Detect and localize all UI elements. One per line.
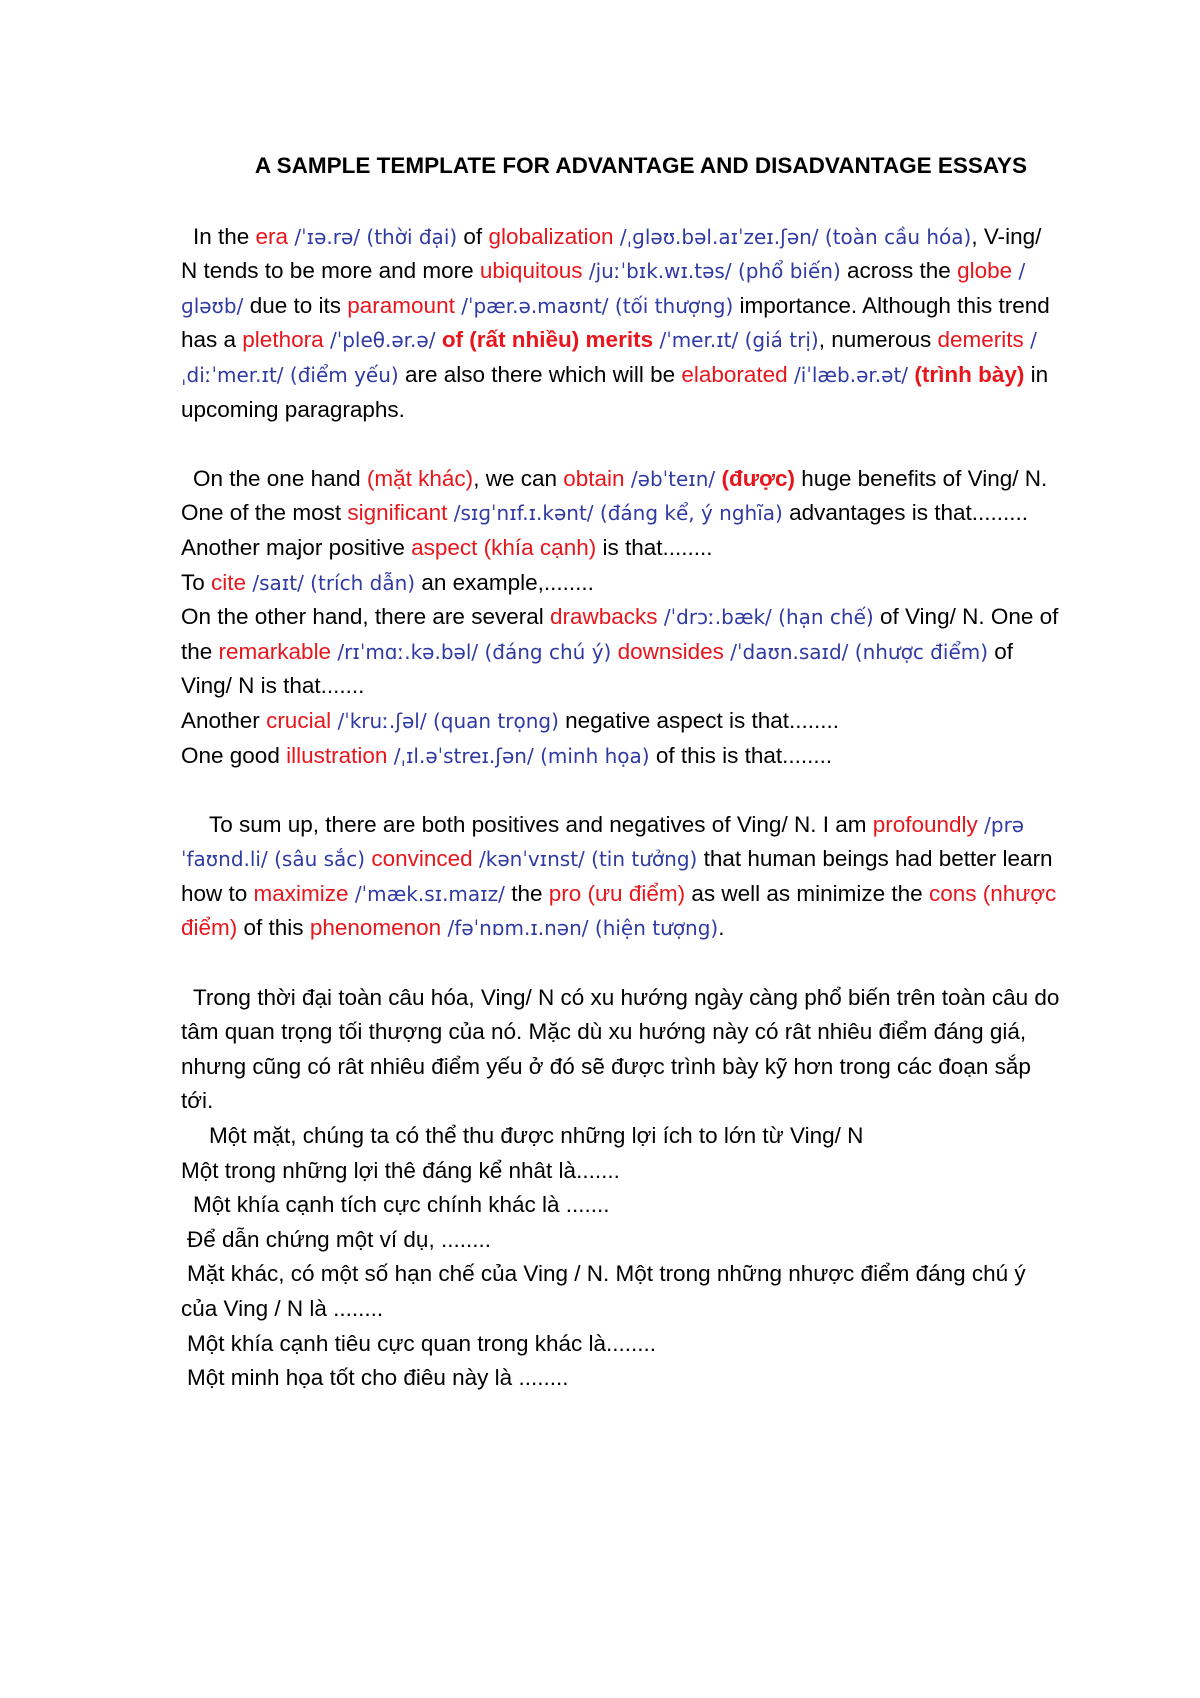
body-text: the [511, 880, 549, 906]
ipa-transcription: /ˈpær.ə.maʊnt/ [454, 293, 615, 318]
translation-paragraph: Mặt khác, có một số hạn chế của Ving / N. Một trong những nhược điểm đáng chú ý của Ving / N là ........ [181, 1261, 1026, 1321]
body-text: of Ving/ N is that....... [181, 638, 1014, 699]
body-text: in upcoming paragraphs. [181, 361, 1049, 422]
vocab-term: cons (nhược điểm) [181, 880, 1057, 941]
translation-note: (đáng kể, ý nghĩa) [599, 501, 783, 526]
body-text: across the [840, 258, 958, 284]
body-text: due to its [249, 292, 348, 318]
translation-paragraph: Trong thời đại toàn câu hóa, Ving/ N có xu hướng ngày càng phổ biến trên toàn câu do tâm quan trọng tối thượng của nó. Mặc dù xu hướng này có rât nhiêu điểm đáng giá, nhưng cũng có rât nhiêu điểm yếu ở đó sẽ được trình bày kỹ hơn trong các đoạn sắp tới. [181, 984, 1060, 1114]
body-text: of this [237, 915, 310, 941]
vocab-term: crucial [266, 707, 332, 733]
vocab-term: phenomenon [309, 915, 442, 941]
ipa-transcription: /ˈmæk.sɪ.maɪz/ [348, 881, 512, 906]
vocab-term: plethora [242, 327, 324, 353]
vocab-term: elaborated [681, 361, 788, 387]
ipa-transcription: /ˈpleθ.ər.ə/ [323, 328, 442, 353]
vocab-term: maximize [253, 880, 349, 906]
template-paragraph [181, 220, 1061, 428]
vocab-term-bold: (được) [721, 465, 796, 491]
vocab-term-bold: of (rất nhiều) merits [441, 327, 654, 353]
translation-note: (hạn chế) [778, 605, 874, 630]
vocab-term: (mặt khác) [366, 465, 474, 491]
ipa-transcription: /prəˈfaʊnd.li/ [181, 812, 1025, 872]
ipa-transcription: /ˌɪl.əˈstreɪ.ʃən/ [387, 743, 541, 768]
ipa-transcription: /rɪˈmɑː.kə.bəl/ [331, 639, 485, 664]
translation-note: (hiện tượng) [594, 916, 719, 941]
vocab-term: pro (ưu điểm) [548, 880, 686, 906]
vocab-term: significant [347, 500, 448, 526]
ipa-transcription: /ˈkruː.ʃəl/ [331, 708, 433, 733]
translation-note: (nhược điểm) [854, 639, 989, 664]
body-text: huge benefits of Ving/ N. One of the most [181, 465, 1048, 526]
ipa-transcription: /saɪt/ [246, 570, 311, 595]
vocab-term-bold: (trình bày) [914, 361, 1025, 387]
vocab-term: downsides [617, 638, 724, 664]
vocab-term: profoundly [872, 811, 978, 837]
body-text: of [457, 223, 489, 249]
translation-paragraph: Một khía cạnh tích cực chính khác là ....... [193, 1192, 610, 1218]
ipa-transcription: /ˌdiːˈmer.ɪt/ [181, 328, 1037, 387]
ipa-transcription: /ˌɡləʊ.bəl.aɪˈzeɪ.ʃən/ [613, 224, 825, 249]
template-paragraph [181, 704, 1061, 739]
vocab-term: paramount [347, 292, 455, 318]
ipa-transcription: /ˈdaʊn.saɪd/ [723, 639, 855, 664]
body-text: of this is that........ [649, 742, 833, 768]
body-text: , numerous [818, 327, 938, 353]
ipa-transcription: /ˈɪə.rə/ [288, 224, 367, 249]
translation-note: (phổ biến) [737, 259, 841, 284]
body-text: To sum up, there are both positives and negatives of Ving/ N. I am [209, 811, 873, 837]
translation-note: (thời đại) [366, 224, 458, 249]
ipa-transcription: /fəˈnɒm.ɪ.nən/ [441, 916, 595, 941]
ipa-transcription: /juːˈbɪk.wɪ.təs/ [582, 259, 738, 284]
body-text: are also there which will be [398, 361, 682, 387]
body-text: , we can [473, 465, 564, 491]
template-paragraph [181, 739, 1061, 774]
body-text: of Ving/ N. One of the [181, 604, 1059, 664]
body-text: as well as minimize the [685, 880, 929, 906]
document-title: A SAMPLE TEMPLATE FOR ADVANTAGE AND DISADVANTAGE ESSAYS [254, 153, 1028, 178]
vocab-term: era [255, 223, 289, 249]
template-paragraph [181, 566, 1061, 601]
vocab-term: illustration [286, 742, 388, 768]
document-page [181, 149, 1061, 1396]
body-text: One good [181, 742, 287, 768]
translation-paragraph: Để dẫn chứng một ví dụ, ........ [187, 1226, 491, 1252]
translation-note: (điểm yếu) [289, 362, 399, 387]
body-text: On the other hand, there are several [181, 604, 550, 630]
ipa-transcription: /ɡləʊb/ [181, 259, 1026, 318]
body-text: is that........ [596, 534, 713, 560]
vocab-term: convinced [371, 846, 473, 872]
translation-note: (giá trị) [744, 328, 819, 353]
paragraph-spacer [181, 773, 1061, 808]
body-text: Another [181, 707, 267, 733]
translation-note: (sâu sắc) [274, 847, 366, 872]
vocab-term: globe [957, 258, 1013, 284]
vocab-term: remarkable [218, 638, 332, 664]
vietnamese-translation-section [181, 981, 1061, 1396]
translation-note: (tối thượng) [614, 293, 734, 318]
body-text: importance. Although this trend has a [181, 292, 1050, 353]
translation-paragraph: Một trong những lợi thê đáng kể nhât là....... [181, 1157, 620, 1183]
translation-note: (toàn cầu hóa) [824, 224, 972, 249]
template-paragraph [181, 531, 1061, 566]
vocab-term: demerits [937, 327, 1024, 353]
body-text: advantages is that......... [782, 500, 1028, 526]
vocab-term: drawbacks [549, 604, 658, 630]
body-text: an example,........ [415, 569, 594, 595]
translation-note: (quan trọng) [432, 708, 559, 733]
body-text: In the [193, 223, 256, 249]
ipa-transcription: /sɪɡˈnɪf.ɪ.kənt/ [447, 501, 600, 526]
template-paragraph [181, 600, 1061, 704]
paragraph-spacer [181, 427, 1061, 462]
translation-note: (minh họa) [540, 743, 650, 768]
translation-paragraph: Một khía cạnh tiêu cực quan trong khác là........ [187, 1330, 657, 1356]
vocab-term: cite [211, 569, 247, 595]
body-text: To [181, 569, 212, 595]
template-paragraph [181, 462, 1061, 531]
vocab-term: ubiquitous [479, 258, 583, 284]
ipa-transcription: /ˈmer.ɪt/ [653, 328, 745, 353]
body-text: , V-ing/ N tends to be more and more [181, 223, 1042, 284]
template-paragraph [181, 808, 1061, 946]
vocab-term: obtain [563, 465, 625, 491]
ipa-transcription: /əbˈteɪn/ [624, 466, 722, 491]
body-text: On the one hand [193, 465, 367, 491]
body-text: negative aspect is that........ [558, 707, 840, 733]
vocab-term: aspect (khía cạnh) [411, 534, 597, 560]
ipa-transcription: /iˈlæb.ər.ət/ [787, 362, 915, 387]
translation-note: (đáng chú ý) [484, 639, 612, 664]
translation-paragraph: Một mặt, chúng ta có thể thu được những lợi ích to lớn từ Ving/ N [209, 1123, 864, 1149]
english-template-section [181, 220, 1061, 981]
body-text: that human beings had better learn how to [181, 846, 1053, 906]
vocab-term: globalization [488, 223, 614, 249]
ipa-transcription: /kənˈvɪnst/ [472, 847, 592, 872]
translation-note: (tin tưởng) [591, 847, 698, 872]
ipa-transcription: /ˈdrɔː.bæk/ [657, 605, 779, 630]
body-text: Another major positive [181, 534, 412, 560]
body-text: . [718, 915, 725, 941]
translation-paragraph: Một minh họa tốt cho điêu này là ........ [187, 1365, 569, 1391]
paragraph-spacer [181, 946, 1061, 981]
translation-note: (trích dẫn) [310, 570, 416, 595]
